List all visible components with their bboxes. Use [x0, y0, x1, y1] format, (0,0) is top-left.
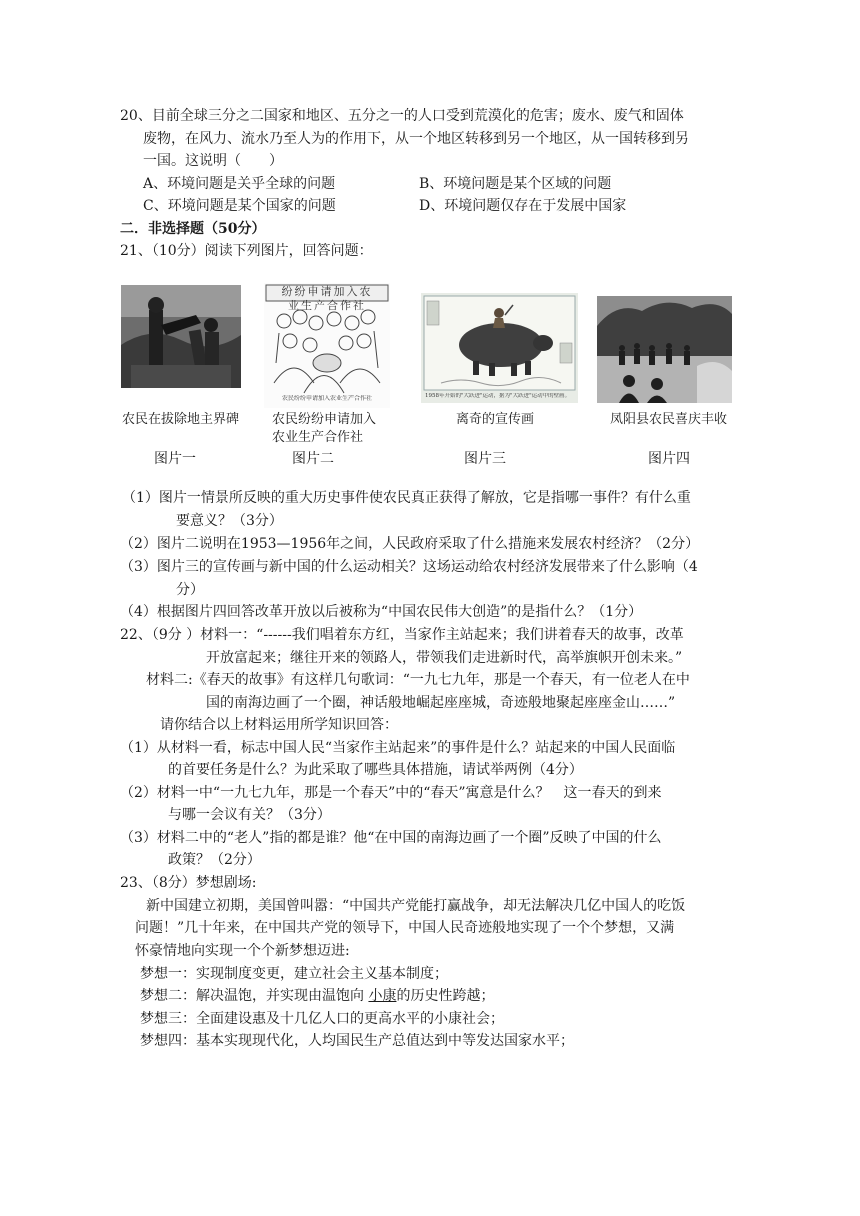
- q21-sub1-line2: 要意义？（3分）: [176, 513, 283, 529]
- q20-option-d: D、环境问题仅存在于发展中国家: [419, 198, 627, 214]
- picture-two-farmers-joining-cooperative: [264, 283, 390, 408]
- q21-sub2: （2）图片二说明在1953—1956年之间，人民政府采取了什么措施来发展农村经济？（2分）: [120, 536, 700, 552]
- q22-sub1-line2: 的首要任务是什么？为此采取了哪些具体措施，请试举两例（4分）: [168, 762, 583, 778]
- picture-three-caption: 离奇的宣传画: [456, 412, 535, 427]
- q22-sub2-line2: 与哪一会议有关？（3分）: [168, 807, 331, 823]
- q23-dream2-prefix: 梦想二：解决温饱，并实现由温饱向: [140, 988, 364, 1004]
- q23-dream4: 梦想四：基本实现现代化，人均国民生产总值达到中等发达国家水平；: [140, 1033, 574, 1049]
- q23-dream2-underlined: 小康: [368, 988, 397, 1004]
- q21-sub3-line1: （3）图片三的宣传画与新中国的什么运动相关？这场运动给农村经济发展带来了什么影响（4: [120, 559, 698, 575]
- q22-sub1-line1: （1）从材料一看，标志中国人民“当家作主站起来”的事件是什么？站起来的中国人民面临: [120, 740, 676, 756]
- q23-dream3: 梦想三：全面建设惠及十几亿人口的更高水平的小康社会；: [140, 1011, 504, 1027]
- q21-sub3-line2: 分）: [176, 582, 204, 598]
- q22-material1-line1: 22、（9分 ）材料一：“------我们唱着东方红，当家作主站起来；我们讲着春天的故事，改革: [120, 627, 684, 643]
- q23-dream2-suffix: 的历史性跨越；: [396, 988, 495, 1004]
- picture-one-caption: 农民在拔除地主界碑: [122, 412, 240, 427]
- q22-sub2-line1: （2）材料一中“一九七九年，那是一个春天”中的“春天”寓意是什么？ 这一春天的到来: [120, 785, 662, 801]
- q21-sub1-line1: （1）图片一情景所反映的重大历史事件使农民真正获得了解放，它是指哪一事件？有什么重: [122, 490, 691, 506]
- picture-one-label: 图片一: [154, 451, 196, 467]
- q23-dream2: [140, 986, 494, 1006]
- q21-sub4: （4）根据图片四回答改革开放以后被称为“中国农民伟大创造”的是指什么？（1分）: [120, 604, 643, 620]
- q23-dream1: 梦想一：实现制度变更，建立社会主义基本制度；: [140, 966, 448, 982]
- q20-stem-line3: 一国。这说明（ ）: [143, 153, 283, 169]
- picture-two-caption-line2: 农业生产合作社: [272, 430, 364, 445]
- q20-option-c: C、环境问题是某个国家的问题: [143, 198, 336, 214]
- q20-option-b: B、环境问题是某个区域的问题: [419, 176, 612, 192]
- q22-sub3-line1: （3）材料二中的“老人”指的都是谁？他“在中国的南海边画了一个圈”反映了中国的什么: [120, 830, 662, 846]
- picture-two-label: 图片二: [292, 451, 334, 467]
- picture-three-bizarre-propaganda-painting: [421, 293, 578, 403]
- q23-para-line1: 新中国建立初期，美国曾叫嚣：“中国共产党能打赢战争，却无法解决几亿中国人的吃饭: [146, 898, 686, 914]
- q23-para-line3: 怀豪情地向实现一个个新梦想迈进:: [135, 943, 350, 959]
- picture-four-fengyang-farmers-celebrating-harvest: [597, 296, 732, 403]
- picture-four-label: 图片四: [648, 451, 690, 467]
- picture-one-farmers-removing-landlord-boundary-stone: [121, 285, 241, 388]
- section-heading: 二．非选择题（50分）: [120, 221, 266, 237]
- picture-three-inner-caption: 1958年开始的"大跃进"运动，据为"大跃进"运动中的壁画。: [425, 393, 571, 399]
- q23-para-line2: 问题！”几十年来，在中国共产党的领导下，中国人民奇迹般地实现了一个个梦想，又满: [135, 920, 675, 936]
- q23-intro: 23、（8分）梦想剧场:: [120, 875, 257, 891]
- q20-option-a: A、环境问题是关乎全球的问题: [143, 176, 336, 192]
- picture-two-caption-line1: 农民纷纷申请加入: [272, 412, 377, 427]
- picture-three-label: 图片三: [464, 451, 506, 467]
- picture-two-inner-caption: 农民纷纷申请加入农业生产合作社: [281, 395, 372, 402]
- picture-four-caption: 凤阳县农民喜庆丰收: [610, 412, 728, 427]
- q22-material2-line1: 材料二:《春天的故事》有这样几句歌词：“一九七九年，那是一个春天，有一位老人在中: [146, 672, 690, 688]
- q22-material2-line2: 国的南海边画了一个圈，神话般地崛起座座城，奇迹般地聚起座座金山……”: [206, 695, 676, 711]
- q22-instruction: 请你结合以上材料运用所学知识回答：: [160, 717, 398, 733]
- q22-material1-line2: 开放富起来；继往开来的领路人，带领我们走进新时代，高举旗帜开创未来。”: [206, 650, 683, 666]
- q20-stem-line1: 20、目前全球三分之二国家和地区、五分之一的人口受到荒漠化的危害；废水、废气和固体: [120, 108, 684, 124]
- picture-two-banner-text: 纷纷申请加入农业生产合作社: [281, 285, 373, 312]
- q20-stem-line2: 废物，在风力、流水乃至人为的作用下，从一个地区转移到另一个地区，从一国转移到另: [143, 131, 689, 147]
- q22-sub3-line2: 政策？（2分）: [168, 852, 261, 868]
- q21-intro: 21、（10分）阅读下列图片，回答问题：: [120, 243, 373, 259]
